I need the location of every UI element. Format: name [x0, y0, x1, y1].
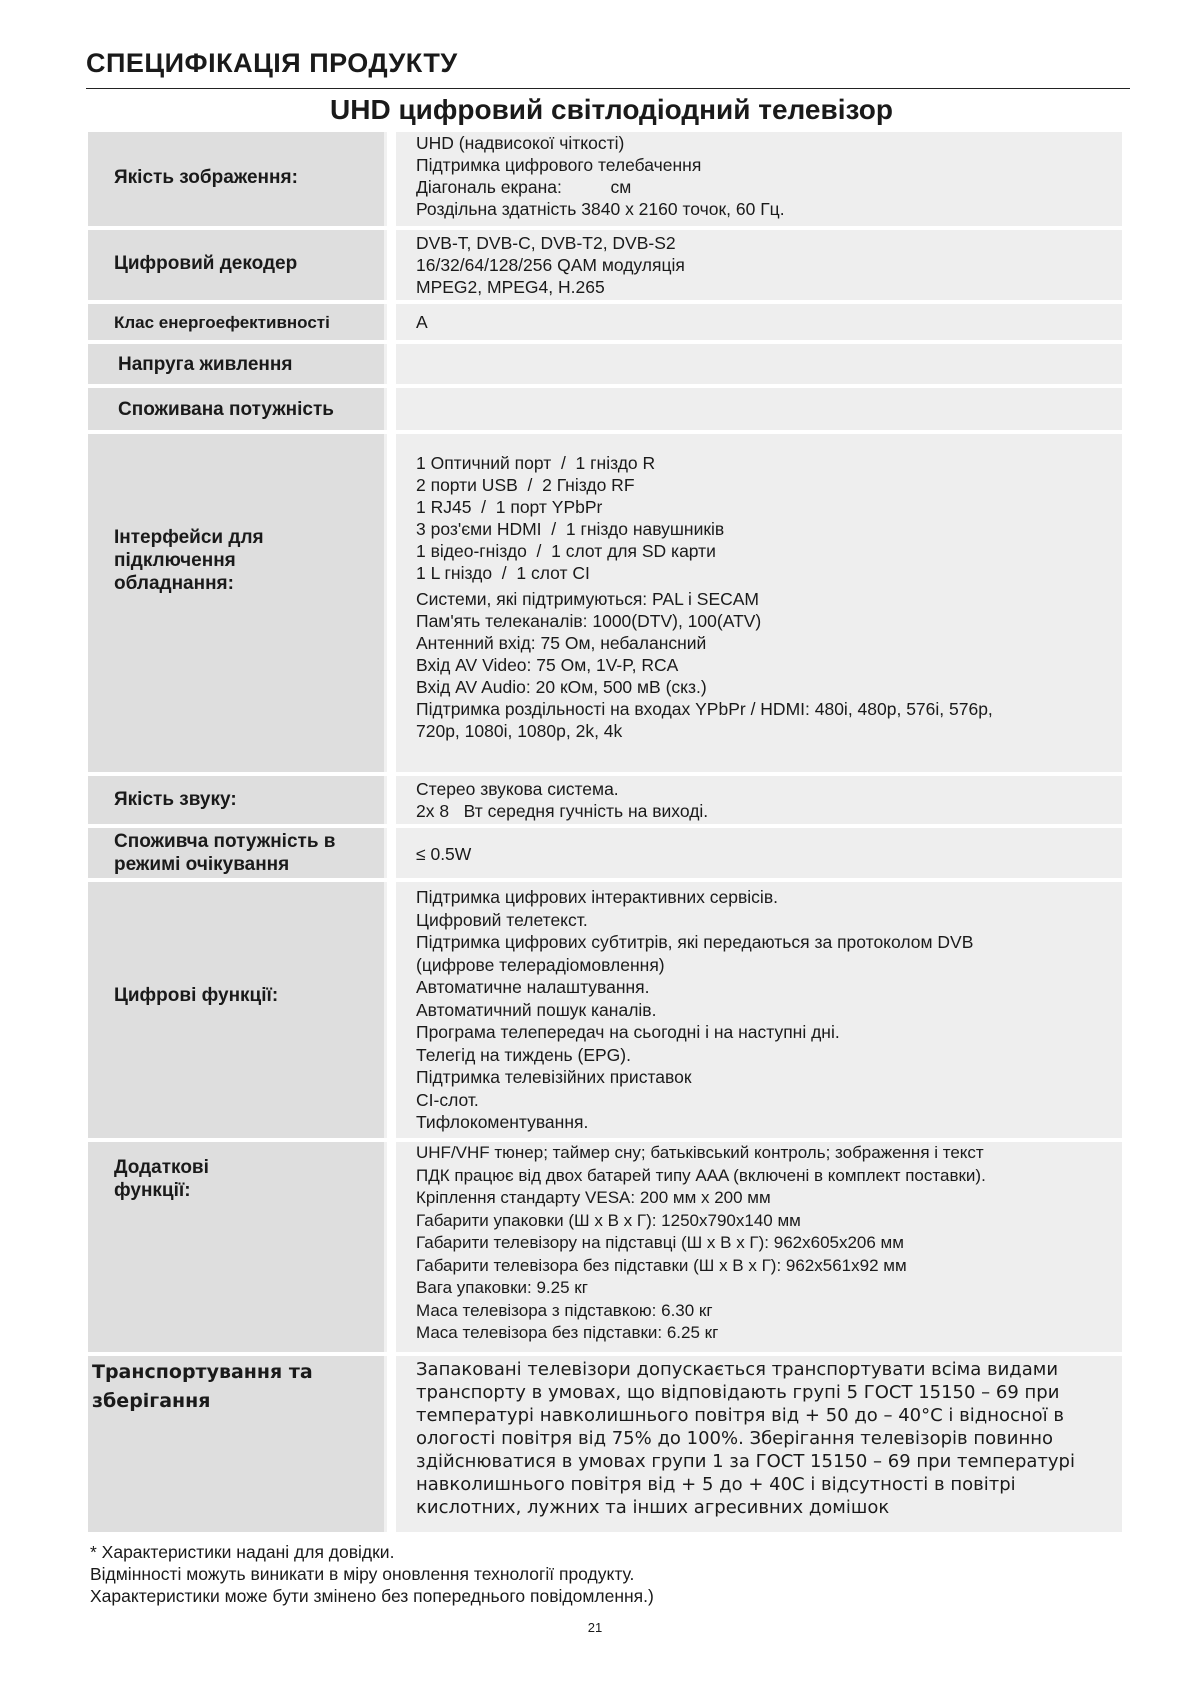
spec-value-cell — [396, 1142, 1122, 1352]
spec-value-line: UHD (надвисокої чіткості) — [416, 133, 625, 153]
spec-row-supply-voltage — [88, 344, 1122, 384]
spec-value-line: Габарити телевізору на підставці (Ш х В х Г): 962x605x206 мм — [416, 1233, 904, 1252]
spec-value-line: (цифрове телерадіомовлення) — [416, 954, 665, 975]
spec-value-line: 1 відео-гніздо / 1 слот для SD карти — [416, 541, 716, 561]
spec-value-line: Підтримка цифрових субтитрів, які передаються за протоколом DVB — [416, 932, 974, 952]
spec-value-line: Телегід на тиждень (EPG). — [416, 1044, 631, 1065]
footnote-line: * Характеристики надані для довідки. — [90, 1542, 395, 1562]
spec-label-cell — [88, 132, 384, 226]
spec-row-standby-power — [88, 828, 1122, 878]
spec-row-sound-quality — [88, 776, 1122, 824]
spec-value-line: Підтримка цифрових інтерактивних сервісів. — [416, 887, 778, 907]
footnotes — [90, 1541, 654, 1607]
spec-value-cell — [396, 388, 1122, 430]
spec-label-cell — [88, 1356, 384, 1532]
spec-value-cell — [396, 882, 1122, 1138]
spec-value-line: 1 RJ45 / 1 порт YPbPr — [416, 497, 603, 517]
spec-label: Споживча потужність в режимі очікування — [114, 831, 336, 875]
spec-value-cell — [396, 1356, 1122, 1532]
spec-value-cell — [396, 828, 1122, 878]
footnote-line: Відмінності можуть виникати в міру оновлення технології продукту. — [90, 1564, 635, 1584]
spec-label: Якість зображення: — [114, 167, 298, 188]
spec-value-line: CI-слот. — [416, 1089, 479, 1110]
spec-value-line: 1 L гніздо / 1 слот CI — [416, 563, 590, 583]
spec-row-image-quality — [88, 132, 1122, 226]
spec-value-line: 2 порти USB / 2 Гніздо RF — [416, 475, 635, 495]
title-divider — [86, 88, 1130, 89]
spec-value-paragraph: Запаковані телевізори допускається транспортувати всіма видами транспорту в умовах, що відповідають групі 5 ГОСТ 15150 – 69 при температурі навколишнього повітря від + 50 до – 40°С і відносної в ологості повітря від 75% до 100%. Зберігання телевізорів повинно здійснюватися в умовах групи 1 за ГОСТ 15150 – 69 при температурі навколишнього повітря від + 5 до + 40С і відсутності в повітрі кислотних, лужних та інших агресивних домішок — [416, 1359, 1075, 1518]
document-subtitle: UHD цифровий світлодіодний телевізор — [330, 94, 893, 125]
spec-value-line: Антенний вхід: 75 Ом, небалансний — [416, 633, 707, 653]
spec-value-line: Роздільна здатність 3840 х 2160 точок, 60 Гц. — [416, 199, 785, 219]
spec-label-cell — [88, 776, 384, 824]
spec-label-cell — [88, 434, 384, 772]
spec-value-cell — [396, 230, 1122, 300]
spec-value-line: Габарити упаковки (Ш х В х Г): 1250x790x140 мм — [416, 1210, 801, 1230]
spec-label-cell — [88, 1142, 384, 1352]
spec-value-line: ≤ 0.5W — [416, 844, 472, 864]
spec-label-cell — [88, 388, 384, 430]
spec-value-line: Вага упаковки: 9.25 кг — [416, 1278, 588, 1297]
spec-value-cell — [396, 776, 1122, 824]
spec-value-line: 1 Оптичний порт / 1 гніздо R — [416, 453, 656, 473]
spec-label-cell — [88, 882, 384, 1138]
spec-value-line: Маса телевізора з підставкою: 6.30 кг — [416, 1300, 713, 1320]
spec-value-line: Габарити телевізора без підставки (Ш х В х Г): 962x561x92 мм — [416, 1255, 907, 1275]
spec-value-cell — [396, 304, 1122, 340]
spec-value-line: Пам'ять телеканалів: 1000(DTV), 100(ATV) — [416, 611, 762, 631]
spec-value-line: Програма телепередач на сьогодні і на наступні дні. — [416, 1022, 840, 1042]
spec-label: Додаткові функції: — [114, 1157, 209, 1201]
spec-label: Транспортування та зберігання — [92, 1361, 313, 1412]
spec-row-power-consumption — [88, 388, 1122, 430]
spec-label: Напруга живлення — [118, 354, 293, 375]
spec-label-cell — [88, 828, 384, 878]
spec-value-line: DVB-T, DVB-C, DVB-T2, DVB-S2 — [416, 233, 676, 253]
spec-value-line: UHF/VHF тюнер; таймер сну; батьківський контроль; зображення і текст — [416, 1143, 984, 1162]
spec-value-line: Діагональ екрана: см — [416, 177, 632, 197]
spec-row-additional-functions — [88, 1142, 1122, 1352]
spec-value-line: MPEG2, MPEG4, H.265 — [416, 277, 605, 297]
spec-value-line: Вхід AV Video: 75 Ом, 1V-P, RCA — [416, 655, 679, 675]
spec-value-line: Вхід AV Audio: 20 кОм, 500 мВ (скз.) — [416, 677, 707, 697]
spec-value-cell — [396, 344, 1122, 384]
spec-label: Споживана потужність — [118, 399, 334, 420]
spec-label: Клас енергоефективності — [114, 313, 330, 332]
spec-value-line: 2x 8 Вт середня гучність на виході. — [416, 801, 709, 821]
spec-value-cell — [396, 434, 1122, 772]
document-title: СПЕЦИФІКАЦІЯ ПРОДУКТУ — [86, 48, 458, 78]
spec-label-cell — [88, 344, 384, 384]
spec-value-line: Підтримка телевізійних приставок — [416, 1067, 692, 1087]
footnote-line: Характеристики може бути змінено без попереднього повідомлення.) — [90, 1586, 654, 1606]
spec-value-line: A — [416, 312, 428, 332]
spec-value-line: Автоматичний пошук каналів. — [416, 999, 657, 1020]
spec-row-interfaces — [88, 434, 1122, 772]
spec-value-line: Системи, які підтримуються: PAL і SECAM — [416, 589, 760, 609]
spec-value-line: Автоматичне налаштування. — [416, 977, 650, 997]
spec-value-line: Тифлокоментування. — [416, 1112, 589, 1132]
spec-value-line: 720p, 1080i, 1080p, 2k, 4k — [416, 721, 623, 741]
page-number: 21 — [587, 1620, 603, 1635]
spec-row-transport-storage — [88, 1356, 1122, 1532]
spec-value-line: Підтримка роздільності на входах YPbPr / HDMI: 480i, 480p, 576i, 576p, — [416, 699, 993, 719]
spec-row-energy-class — [88, 304, 1122, 340]
spec-row-digital-functions — [88, 882, 1122, 1138]
spec-value-line: Стерео звукова система. — [416, 779, 619, 799]
spec-label: Якість звуку: — [114, 789, 237, 810]
spec-label: Інтерфейси для підключення обладнання: — [114, 527, 264, 594]
spec-row-digital-decoder — [88, 230, 1122, 300]
spec-label: Цифрові функції: — [114, 985, 279, 1006]
spec-label-cell — [88, 230, 384, 300]
spec-value-line: 3 роз'єми HDMI / 1 гніздо навушників — [416, 519, 725, 539]
spec-label: Цифровий декодер — [114, 253, 298, 274]
spec-label-cell — [88, 304, 384, 340]
spec-value-line: Маса телевізора без підставки: 6.25 кг — [416, 1323, 719, 1342]
spec-value-line: Кріплення стандарту VESA: 200 мм x 200 мм — [416, 1188, 771, 1207]
spec-value-line: ПДК працює від двох батарей типу AAA (включені в комплект поставки). — [416, 1165, 986, 1185]
spec-value-line: 16/32/64/128/256 QAM модуляція — [416, 255, 685, 275]
spec-value-cell — [396, 132, 1122, 226]
spec-value-line: Підтримка цифрового телебачення — [416, 155, 702, 175]
spec-value-line: Цифровий телетекст. — [416, 909, 588, 930]
